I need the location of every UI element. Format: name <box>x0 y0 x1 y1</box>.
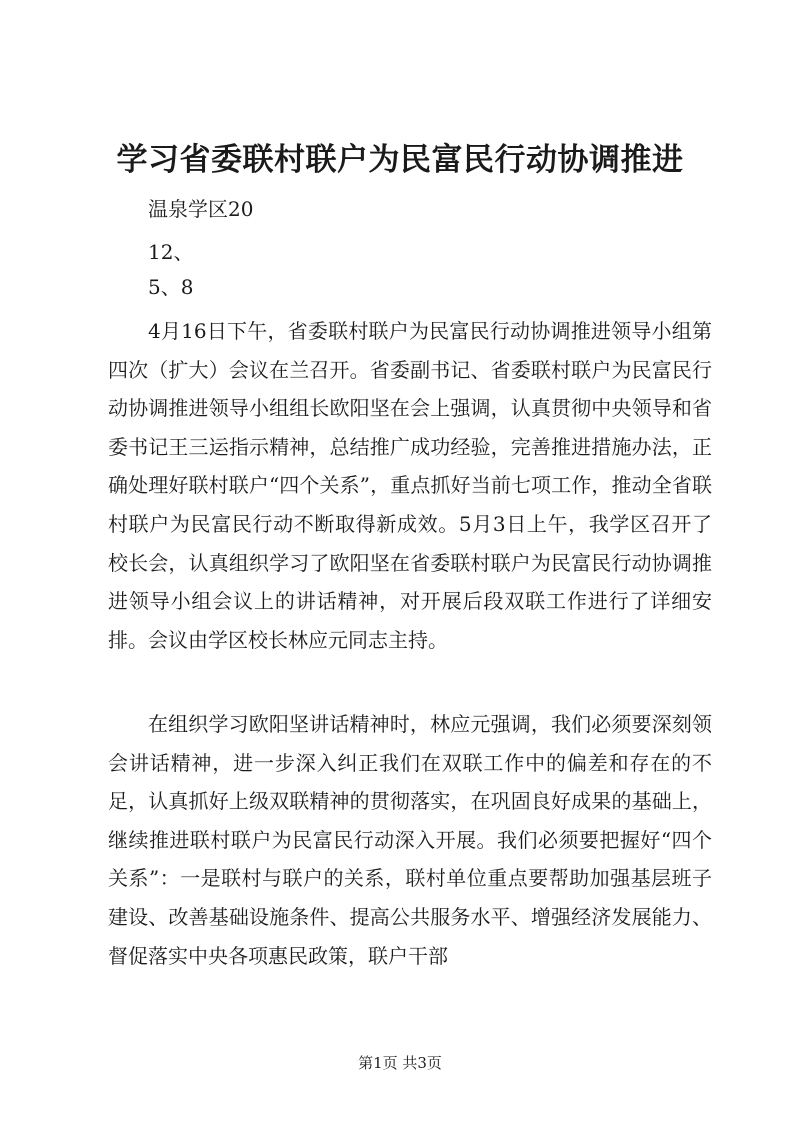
meta-line-3: 5、8 <box>148 275 194 299</box>
paragraph-1: 4月16日下午，省委联村联户为民富民行动协调推进领导小组第四次（扩大）会议在兰召开。省委副书记、省委联村联户为民富民行动协调推进领导小组组长欧阳坚在会上强调，认真贯彻中央领导和省委书记王三运指示精神，总结推广成功经验，完善推进措施办法，正确处理好联村联户“四个关系”，重点抓好当前七项工作，推动全省联村联户为民富民行动不断取得新成效。5月3日上午，我学区召开了校长会，认真组织学习了欧阳坚在省委联村联户为民富民行动协调推进领导小组会议上的讲话精神，对开展后段双联工作进行了详细安排。会议由学区校长林应元同志主持。 <box>108 319 712 652</box>
meta-line-1: 温泉学区20 <box>148 197 254 221</box>
page-footer: 第1页 共3页 <box>358 1054 442 1072</box>
meta-line-2: 12、 <box>148 240 194 264</box>
document-title: 学习省委联村联户为民富民行动协调推进 <box>116 142 684 178</box>
paragraph-2: 在组织学习欧阳坚讲话精神时，林应元强调，我们必须要深刻领会讲话精神，进一步深入纠正我们在双联工作中的偏差和存在的不足，认真抓好上级双联精神的贯彻落实，在巩固良好成果的基础上，继续推进联村联户为民富民行动深入开展。我们必须要把握好“四个关系”：一是联村与联户的关系，联村单位重点要帮助加强基层班子建设、改善基础设施条件、提高公共服务水平、增强经济发展能力、督促落实中央各项惠民政策，联户干部 <box>108 712 712 968</box>
